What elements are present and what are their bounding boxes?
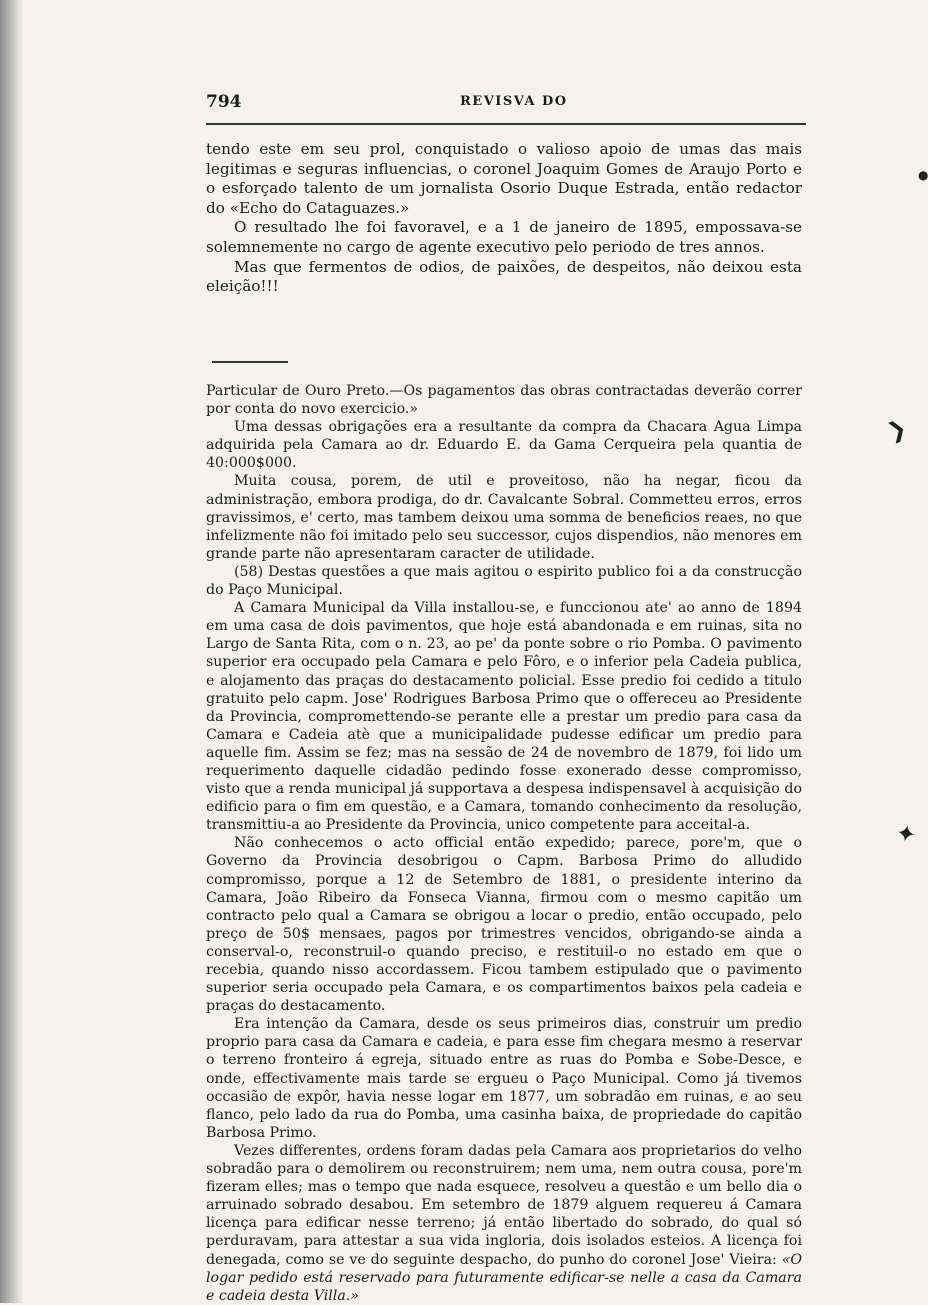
footnote-paragraph: Era intenção da Camara, desde os seus primeiros dias, construir um predio proprio para casa da Camara e cadeia, e para esse fim chegara mesmo a reservar o terreno fronteiro á egreja, situado entre as ruas do Pomba e Sobe-Desce, e onde, effectivamente mais tarde se ergueu o Paço Municipal. Como já tivemos occasião de expôr, havia nesse logar em 1877, um sobradão em ruinas, e ao seu flanco, pelo lado da rua do Pomba, uma casinha baixa, de propriedade do capitão Barbosa Primo. <box>206 1016 802 1141</box>
paragraph: Mas que fermentos de odios, de paixões, de despeitos, não deixou esta eleição!!! <box>206 257 802 296</box>
main-text-block <box>206 140 802 297</box>
book-binding-edge <box>0 0 24 1303</box>
footnote-paragraph: A Camara Municipal da Villa installou-se, e funccionou ate' ao anno de 1894 em uma casa de dois pavimentos, que hoje está abandonada e em ruinas, sita no Largo de Santa Rita, com o n. 23, ao pe' da ponte sobre o rio Pomba. O pavimento superior era occupado pela Camara e pelo Fôro, e o inferior pela Cadeia publica, e alojamento das praças do destacamento policial. Esse predio foi cedido a titulo gratuito pelo capm. Jose' Rodrigues Barbosa Primo que o offereceu ao Presidente da Provincia, compromettendo-se perante elle a prestar um predio para casa da Camara e Cadeia atè que a municipalidade pudesse edificar um predio para aquelle fim. Assim se fez; mas na sessão de 24 de novembro de 1879, foi lido um requerimento daquelle cidadão pedindo fosse exonerado desse compromisso, visto que a renda municipal já supportava a despesa indispensavel à acquisição do edificio para o fim em questão, e a Camara, tomando conhecimento da resolução, transmittiu-a ao Presidente da Provincia, unico competente para acceital-a. <box>206 600 802 834</box>
scan-artifact-mark: ✦ <box>893 818 919 850</box>
footnote-paragraph: (58) Destas questões a que mais agitou o espirito publico foi a da construcção do Paço Municipal. <box>206 563 802 599</box>
scan-artifact-dot: ● <box>918 168 928 182</box>
page-number: 794 <box>206 92 242 112</box>
footnote-paragraph: Uma dessas obrigações era a resultante da compra da Chacara Agua Limpa adquirida pela Camara ao dr. Eduardo E. da Gama Cerqueira pela quantia de 40:000$000. <box>206 419 802 472</box>
footnote-separator <box>212 361 288 363</box>
footnote-paragraph: Muita cousa, porem, de util e proveitoso, não ha negar, ficou da administração, embora prodiga, do dr. Cavalcante Sobral. Commetteu erros, erros gravissimos, e' certo, mas tambem deixou uma somma de beneficios reaes, no que infelizmente não foi imitado pelo seu successor, cujos dispendios, não menores em grande parte não apresentaram caracter de utilidade. <box>206 473 802 562</box>
paragraph: tendo este em seu prol, conquistado o valioso apoio de umas das mais legitimas e seguras influencias, o coronel Joaquim Gomes de Araujo Porto e o esforçado talento de um jornalista Osorio Duque Estrada, então redactor do «Echo do Cataguazes.» <box>206 140 802 217</box>
footnote-block <box>206 382 802 1305</box>
running-title: REVISVA DO <box>460 94 568 109</box>
footnote-paragraph: Particular de Ouro Preto.—Os pagamentos das obras contractadas deverão correr por conta do novo exercicio.» <box>206 383 802 418</box>
footnote-paragraph: Não conhecemos o acto official então expedido; parece, pore'm, que o Governo da Provincia desobrigou o Capm. Barbosa Primo do alludido compromisso, porque a 12 de Setembro de 1881, o presidente interino da Camara, João Ribeiro da Fonseca Vianna, firmou com o mesmo capitão um contracto pelo qual a Camara se obrigou a locar o predio, então occupado, pelo preço de 50$ mensaes, pagos por trimestres vencidos, obrigando-se ainda a conserval-o, reconstruil-o quando preciso, e restituil-o no estado em que o recebia, quando nisso accordassem. Ficou tambem estipulado que o pavimento superior seria occupado pela Camara, e os compartimentos baixos pela cadeia e praças do destacamento. <box>206 835 802 1015</box>
page-header <box>206 92 806 114</box>
quoted-despacho: «O logar pedido está reservado para futuramente edificar-se nelle a casa da Camara e cadeia desta Villa.» <box>206 1251 802 1304</box>
header-rule <box>206 123 806 125</box>
footnote-paragraph <box>206 1142 802 1305</box>
paragraph-text: Vezes differentes, ordens foram dadas pela Camara aos proprietarios do velho sobradão para o demolirem ou reconstruirem; nem uma, nem outra cousa, pore'm fizeram elles; mas o tempo que nada esquece, resolveu a questão e um bello dia o arruinado sobrado desabou. Em setembro de 1879 alguem requereu á Camara licença para edificar nesse terreno; já então libertado do sobrado, do qual só perduravam, para attestar a sua vida ingloria, dois isolados esteios. A licença foi denegada, como se ve do seguinte despacho, do punho do coronel Jose' Vieira: <box>206 1142 802 1268</box>
scan-artifact-mark: ❯ <box>884 415 911 446</box>
paragraph: O resultado lhe foi favoravel, e a 1 de janeiro de 1895, empossava-se solemnemente no cargo de agente executivo pelo periodo de tres annos. <box>206 218 802 256</box>
